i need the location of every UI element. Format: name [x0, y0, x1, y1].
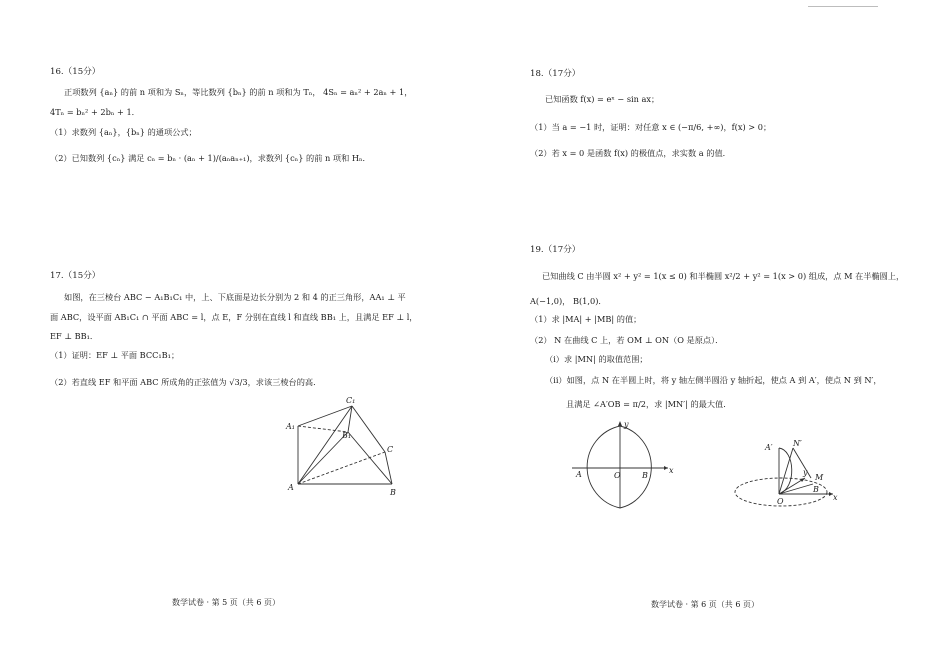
- edge-ac-hidden: [298, 452, 385, 484]
- q17-part1: （1）证明：EF ⊥ 平面 BCC₁B₁；: [50, 350, 180, 360]
- label-c1: C₁: [346, 396, 356, 405]
- edge-a1b1-hidden: [298, 426, 348, 432]
- fig2-label-m: M: [815, 473, 824, 482]
- q16-header: 16.（15分）: [50, 67, 101, 77]
- edge-b1b: [348, 432, 392, 484]
- q16-line1: 正项数列 {aₙ} 的前 n 项和为 Sₙ，等比数列 {bₙ} 的前 n 项和为 Tₙ， 4Sₙ = aₙ² + 2aₙ + 1，: [64, 87, 413, 97]
- q19-line2: A(−1,0)， B(1,0)．: [530, 296, 607, 306]
- x-axis-arrow: [664, 466, 668, 470]
- label-a: A: [288, 483, 294, 492]
- fig2-y-arrow: [800, 478, 805, 482]
- fig1-label-a: A: [576, 470, 582, 479]
- q17-part2: （2）若直线 EF 和平面 ABC 所成角的正弦值为 √3/3，求该三棱台的高．: [50, 377, 322, 387]
- line-ac1: [298, 406, 352, 484]
- fig1-label-x: x: [669, 466, 674, 475]
- y-axis-arrow: [618, 421, 622, 426]
- q18-line1: 已知函数 f(x) = eˣ − sin ax；: [545, 94, 660, 104]
- q19-sub2: （ⅱ）如图，点 N 在半圆上时，将 y 轴左侧半圆沿 y 轴折起，使点 A 到 A′，使点 N 到 N′，: [545, 375, 882, 385]
- edge-c1b1: [348, 406, 352, 432]
- q19-part2: （2） N 在曲线 C 上，若 OM ⊥ ON（O 是原点）．: [530, 335, 724, 345]
- label-b: B: [390, 488, 396, 497]
- q18-part2: （2）若 x = 0 是函数 f(x) 的极值点，求实数 a 的值．: [530, 148, 731, 158]
- line-ab1: [298, 432, 348, 484]
- page-6: [475, 0, 950, 658]
- q19-part1: （1）求 |MA| + |MB| 的值；: [530, 314, 642, 324]
- q16-part1: （1）求数列 {aₙ}，{bₙ} 的通项公式；: [50, 127, 197, 137]
- q17-line1: 如图，在三棱台 ABC − A₁B₁C₁ 中，上、下底面是边长分别为 2 和 4 的正三角形，AA₁ ⊥ 平: [64, 292, 406, 302]
- edge-c1c: [352, 406, 385, 452]
- q18-header: 18.（17分）: [530, 69, 581, 79]
- fig2-label-b: B: [813, 485, 819, 494]
- edge-a1c1: [298, 406, 352, 426]
- page6-footer: 数学试卷 · 第 6 页（共 6 页）: [651, 600, 759, 609]
- fig2-label-a-prime: A′: [765, 443, 773, 452]
- label-a1: A₁: [286, 422, 295, 431]
- q19-sub2-line2: 且满足 ∠A′OB = π/2，求 |MN′| 的最大值．: [566, 399, 732, 409]
- line-om: [779, 484, 813, 494]
- frustum-figure: [280, 392, 410, 502]
- q16-part2: （2）已知数列 {cₙ} 满足 cₙ = bₙ · (aₙ + 1)/(aₙaₙ₊₁)，求数列 {cₙ} 的前 n 项和 Hₙ．: [50, 153, 371, 163]
- fig1-label-o: O: [614, 471, 621, 480]
- fig1-label-y: y: [624, 420, 629, 429]
- fig2-label-y: y: [803, 468, 808, 477]
- label-c: C: [387, 445, 394, 454]
- folded-figure: [733, 438, 853, 520]
- fig2-label-x: x: [833, 493, 838, 502]
- q16-line2: 4Tₙ = bₙ² + 2bₙ + 1．: [50, 107, 140, 117]
- q19-header: 19.（17分）: [530, 245, 581, 255]
- fig1-label-b: B: [642, 471, 648, 480]
- right-semiellipse: [620, 426, 651, 508]
- curve-c-figure: [570, 418, 680, 510]
- fig2-label-o: O: [777, 497, 784, 506]
- q17-line2: 面 ABC，设平面 AB₁C₁ ∩ 平面 ABC = l，点 E，F 分别在直线 l 和直线 BB₁ 上，且满足 EF ⊥ l，: [50, 312, 418, 322]
- page5-footer: 数学试卷 · 第 5 页（共 6 页）: [172, 598, 280, 607]
- q19-line1: 已知曲线 C 由半圆 x² + y² = 1(x ≤ 0) 和半椭圆 x²/2 + y² = 1(x > 0) 组成，点 M 在半椭圆上，: [542, 271, 905, 281]
- label-b1: B₁: [342, 431, 352, 440]
- q19-sub1: （ⅰ）求 |MN| 的取值范围；: [545, 354, 648, 364]
- left-semicircle: [587, 426, 620, 508]
- line-n-m: [793, 448, 811, 478]
- fig2-label-n-prime: N′: [793, 439, 802, 448]
- q17-line3: EF ⊥ BB₁．: [50, 331, 99, 341]
- q18-part1: （1）当 a = −1 时，证明：对任意 x ∈ (−π/6, +∞)，f(x) > 0；: [530, 122, 772, 132]
- q17-header: 17.（15分）: [50, 271, 101, 281]
